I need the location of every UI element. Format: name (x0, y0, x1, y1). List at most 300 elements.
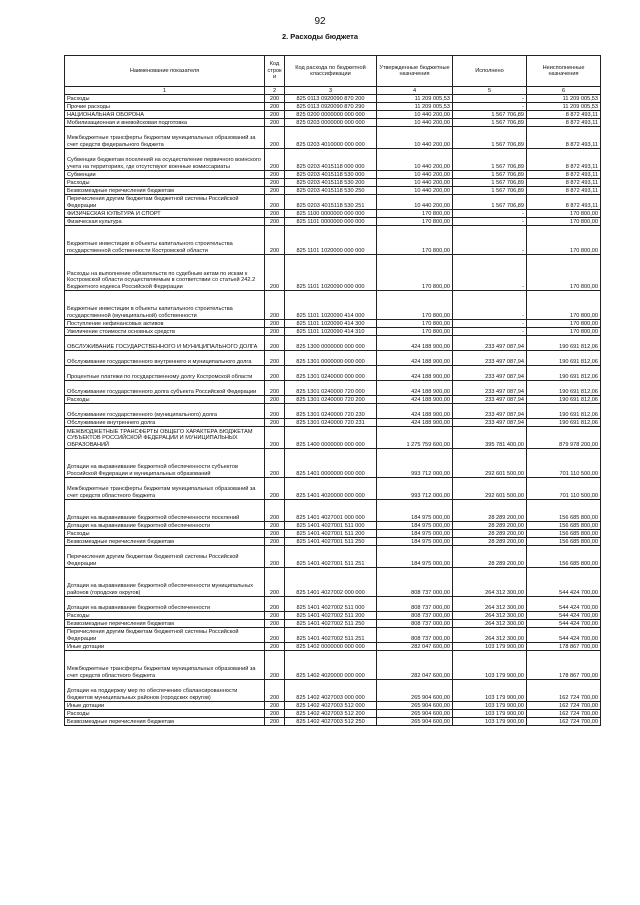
row-unexecuted-cell: 701 110 500,00 (527, 478, 601, 500)
table-row (65, 546, 601, 568)
row-classification-code-cell: 825 1401 4027002 511 200 (285, 612, 377, 620)
row-name-cell: Мобилизационная и вневойсковая подготовка (65, 119, 265, 127)
row-unexecuted-cell: 190 691 812,06 (527, 366, 601, 381)
row-approved-cell: 10 440 200,00 (377, 119, 453, 127)
table-row (65, 718, 601, 726)
row-classification-code-cell: 825 1401 4027001 000 000 (285, 500, 377, 522)
row-executed-cell: 28 289 200,00 (453, 522, 527, 530)
row-executed-cell: - (453, 320, 527, 328)
row-unexecuted-cell: 156 685 800,00 (527, 500, 601, 522)
row-classification-code-cell: 825 1101 1020090 414 300 (285, 320, 377, 328)
row-executed-cell: 233 497 087,94 (453, 419, 527, 427)
row-line-code-cell: 200 (265, 127, 285, 149)
row-executed-cell: - (453, 218, 527, 226)
row-executed-cell: 264 312 300,00 (453, 568, 527, 597)
row-unexecuted-cell: 156 685 800,00 (527, 522, 601, 530)
row-classification-code-cell: 825 0200 0000000 000 000 (285, 111, 377, 119)
row-name-cell: Физическая культура (65, 218, 265, 226)
table-row (65, 381, 601, 396)
row-name-cell: Дотации на выравнивание бюджетной обеспеченности муниципальных районов (городских округов) (65, 568, 265, 597)
row-line-code-cell: 200 (265, 255, 285, 291)
row-executed-cell: 103 179 900,00 (453, 651, 527, 680)
table-row (65, 628, 601, 643)
table-row (65, 396, 601, 404)
row-name-cell: Расходы (65, 530, 265, 538)
table-row (65, 171, 601, 179)
row-name-cell: Дотации на выравнивание бюджетной обеспеченности субъектов Российской Федерации и муниципальных образований (65, 449, 265, 478)
row-approved-cell: 10 440 200,00 (377, 171, 453, 179)
row-line-code-cell: 200 (265, 381, 285, 396)
column-number: 5 (453, 87, 527, 95)
row-name-cell: Перечисления другим бюджетам бюджетной системы Российской Федерации (65, 628, 265, 643)
row-approved-cell: 184 975 000,00 (377, 546, 453, 568)
row-approved-cell: 265 904 600,00 (377, 710, 453, 718)
table-row (65, 597, 601, 612)
row-line-code-cell: 200 (265, 226, 285, 255)
table-row (65, 651, 601, 680)
row-name-cell: Расходы (65, 710, 265, 718)
row-unexecuted-cell: 11 209 005,53 (527, 95, 601, 103)
row-classification-code-cell: 825 1301 0240000 000 000 (285, 366, 377, 381)
row-line-code-cell: 200 (265, 628, 285, 643)
row-approved-cell: 424 188 900,00 (377, 381, 453, 396)
row-approved-cell: 1 275 759 600,00 (377, 427, 453, 449)
row-approved-cell: 424 188 900,00 (377, 396, 453, 404)
row-approved-cell: 10 440 200,00 (377, 179, 453, 187)
row-classification-code-cell: 825 1301 0240000 720 200 (285, 396, 377, 404)
row-approved-cell: 11 209 005,53 (377, 95, 453, 103)
row-classification-code-cell: 825 0113 0920090 870 200 (285, 95, 377, 103)
row-name-cell: Дотации на выравнивание бюджетной обеспеченности (65, 522, 265, 530)
row-name-cell: Бюджетные инвестиции в объекты капитального строительства государственной собственности Костромской области (65, 226, 265, 255)
row-name-cell: Дотации на поддержку мер по обеспечению сбалансированности бюджетов муниципальных районов (городских округов) (65, 680, 265, 702)
row-classification-code-cell: 825 1402 4027003 000 000 (285, 680, 377, 702)
row-approved-cell: 184 975 000,00 (377, 538, 453, 546)
row-approved-cell: 424 188 900,00 (377, 366, 453, 381)
row-classification-code-cell: 825 1101 1020090 414 000 (285, 291, 377, 320)
row-classification-code-cell: 825 0113 0920090 870 290 (285, 103, 377, 111)
row-line-code-cell: 200 (265, 404, 285, 419)
table-row (65, 500, 601, 522)
row-executed-cell: - (453, 291, 527, 320)
row-classification-code-cell: 825 1401 4027001 511 251 (285, 546, 377, 568)
row-unexecuted-cell: 11 209 005,53 (527, 103, 601, 111)
table-row (65, 336, 601, 351)
row-unexecuted-cell: 178 867 700,00 (527, 643, 601, 651)
row-name-cell: Расходы (65, 95, 265, 103)
row-executed-cell: - (453, 328, 527, 336)
column-header-approved: Утвержденные бюджетные назначения (377, 56, 453, 87)
column-number: 1 (65, 87, 265, 95)
row-unexecuted-cell: 162 724 700,00 (527, 710, 601, 718)
row-name-cell: Безвозмездные перечисления бюджетам (65, 718, 265, 726)
table-row (65, 680, 601, 702)
row-line-code-cell: 200 (265, 396, 285, 404)
row-line-code-cell: 200 (265, 179, 285, 187)
row-name-cell: Перечисления другим бюджетам бюджетной системы Российской Федерации (65, 546, 265, 568)
row-name-cell: Дотации на выравнивание бюджетной обеспеченности (65, 597, 265, 612)
row-name-cell: Субвенции бюджетам поселений на осуществление первичного воинского учета на территориях, где отсутствуют военные комиссариаты (65, 149, 265, 171)
header-row (65, 56, 601, 87)
row-unexecuted-cell: 170 800,00 (527, 218, 601, 226)
row-approved-cell: 808 737 000,00 (377, 612, 453, 620)
row-executed-cell: 1 567 706,89 (453, 171, 527, 179)
row-classification-code-cell: 825 1101 0000000 000 000 (285, 218, 377, 226)
expenses-table (64, 55, 601, 726)
row-line-code-cell: 200 (265, 702, 285, 710)
row-line-code-cell: 200 (265, 291, 285, 320)
row-classification-code-cell: 825 1100 0000000 000 000 (285, 210, 377, 218)
row-approved-cell: 993 712 000,00 (377, 478, 453, 500)
row-approved-cell: 10 440 200,00 (377, 187, 453, 195)
row-name-cell: Обслуживание внутреннего долга (65, 419, 265, 427)
column-number: 4 (377, 87, 453, 95)
row-name-cell: Расходы (65, 179, 265, 187)
table-row (65, 643, 601, 651)
row-line-code-cell: 200 (265, 538, 285, 546)
row-executed-cell: 1 567 706,89 (453, 195, 527, 210)
row-unexecuted-cell: 170 800,00 (527, 320, 601, 328)
table-row (65, 702, 601, 710)
row-approved-cell: 11 209 005,53 (377, 103, 453, 111)
row-classification-code-cell: 825 1401 4027002 511 000 (285, 597, 377, 612)
row-approved-cell: 170 800,00 (377, 210, 453, 218)
row-executed-cell: - (453, 255, 527, 291)
row-executed-cell: - (453, 210, 527, 218)
row-unexecuted-cell: 879 978 200,00 (527, 427, 601, 449)
row-line-code-cell: 200 (265, 546, 285, 568)
row-line-code-cell: 200 (265, 328, 285, 336)
row-approved-cell: 424 188 900,00 (377, 351, 453, 366)
row-unexecuted-cell: 162 724 700,00 (527, 702, 601, 710)
table-row (65, 127, 601, 149)
table-row (65, 478, 601, 500)
row-line-code-cell: 200 (265, 419, 285, 427)
row-executed-cell: 28 289 200,00 (453, 538, 527, 546)
table-row (65, 195, 601, 210)
row-executed-cell: 264 312 300,00 (453, 612, 527, 620)
row-name-cell: Процентные платежи по государственному долгу Костромской области (65, 366, 265, 381)
row-approved-cell: 184 975 000,00 (377, 530, 453, 538)
row-unexecuted-cell: 190 691 812,06 (527, 351, 601, 366)
row-executed-cell: 233 497 087,94 (453, 381, 527, 396)
row-executed-cell: 1 567 706,89 (453, 111, 527, 119)
row-executed-cell: 264 312 300,00 (453, 597, 527, 612)
row-line-code-cell: 200 (265, 119, 285, 127)
table-row (65, 187, 601, 195)
row-approved-cell: 282 047 600,00 (377, 643, 453, 651)
row-approved-cell: 808 737 000,00 (377, 597, 453, 612)
row-executed-cell: 103 179 900,00 (453, 718, 527, 726)
row-executed-cell: 395 781 400,00 (453, 427, 527, 449)
row-approved-cell: 265 904 600,00 (377, 680, 453, 702)
row-executed-cell: 233 497 087,94 (453, 404, 527, 419)
row-classification-code-cell: 825 1300 0000000 000 000 (285, 336, 377, 351)
row-unexecuted-cell: 544 424 700,00 (527, 597, 601, 612)
row-approved-cell: 170 800,00 (377, 226, 453, 255)
table-row (65, 320, 601, 328)
row-classification-code-cell: 825 1400 0000000 000 000 (285, 427, 377, 449)
row-name-cell: Увеличение стоимости основных средств (65, 328, 265, 336)
row-classification-code-cell: 825 0203 4015118 530 000 (285, 171, 377, 179)
column-number: 3 (285, 87, 377, 95)
row-approved-cell: 808 737 000,00 (377, 620, 453, 628)
row-unexecuted-cell: 190 691 812,06 (527, 419, 601, 427)
row-executed-cell: 1 567 706,89 (453, 179, 527, 187)
row-line-code-cell: 200 (265, 195, 285, 210)
row-unexecuted-cell: 544 424 700,00 (527, 612, 601, 620)
row-line-code-cell: 200 (265, 710, 285, 718)
table-row (65, 710, 601, 718)
row-approved-cell: 424 188 900,00 (377, 336, 453, 351)
row-executed-cell: 28 289 200,00 (453, 500, 527, 522)
row-classification-code-cell: 825 0203 4015118 530 200 (285, 179, 377, 187)
row-unexecuted-cell: 156 685 800,00 (527, 546, 601, 568)
row-unexecuted-cell: 190 691 812,06 (527, 404, 601, 419)
page-number: 92 (314, 16, 326, 27)
row-unexecuted-cell: 162 724 700,00 (527, 718, 601, 726)
row-line-code-cell: 200 (265, 171, 285, 179)
table-row (65, 218, 601, 226)
row-executed-cell: 292 601 500,00 (453, 449, 527, 478)
row-classification-code-cell: 825 1402 0000000 000 000 (285, 643, 377, 651)
row-name-cell: Обслуживание государственного (муниципального) долга (65, 404, 265, 419)
row-unexecuted-cell: 156 685 800,00 (527, 530, 601, 538)
row-classification-code-cell: 825 0203 4015118 530 251 (285, 195, 377, 210)
row-approved-cell: 808 737 000,00 (377, 568, 453, 597)
row-line-code-cell: 200 (265, 149, 285, 171)
table-row (65, 427, 601, 449)
row-unexecuted-cell: 170 800,00 (527, 226, 601, 255)
row-unexecuted-cell: 8 872 493,11 (527, 149, 601, 171)
row-line-code-cell: 200 (265, 620, 285, 628)
row-classification-code-cell: 825 1401 4027002 511 250 (285, 620, 377, 628)
table-row (65, 530, 601, 538)
row-line-code-cell: 200 (265, 651, 285, 680)
row-line-code-cell: 200 (265, 449, 285, 478)
table-row (65, 419, 601, 427)
row-unexecuted-cell: 190 691 812,06 (527, 336, 601, 351)
row-unexecuted-cell: 170 800,00 (527, 210, 601, 218)
row-approved-cell: 424 188 900,00 (377, 419, 453, 427)
row-classification-code-cell: 825 0203 4015118 000 000 (285, 149, 377, 171)
row-name-cell: МЕЖБЮДЖЕТНЫЕ ТРАНСФЕРТЫ ОБЩЕГО ХАРАКТЕРА БЮДЖЕТАМ СУБЪЕКТОВ РОССИЙСКОЙ ФЕДЕРАЦИИ И МУНИЦИПАЛЬНЫХ ОБРАЗОВАНИЙ (65, 427, 265, 449)
row-line-code-cell: 200 (265, 643, 285, 651)
row-unexecuted-cell: 170 800,00 (527, 255, 601, 291)
table-row (65, 328, 601, 336)
row-classification-code-cell: 825 1402 4027003 512 250 (285, 718, 377, 726)
row-name-cell: Иные дотации (65, 643, 265, 651)
row-name-cell: Межбюджетные трансферты бюджетам муниципальных образований за счет средств областного бюджета (65, 478, 265, 500)
table-body (65, 95, 601, 726)
row-classification-code-cell: 825 1101 1020090 414 310 (285, 328, 377, 336)
row-classification-code-cell: 825 1401 4027001 511 000 (285, 522, 377, 530)
row-name-cell: Поступление нефинансовых активов (65, 320, 265, 328)
table-row (65, 210, 601, 218)
row-approved-cell: 10 440 200,00 (377, 149, 453, 171)
row-line-code-cell: 200 (265, 187, 285, 195)
row-unexecuted-cell: 8 872 493,11 (527, 127, 601, 149)
row-executed-cell: 103 179 900,00 (453, 702, 527, 710)
row-unexecuted-cell: 8 872 493,11 (527, 195, 601, 210)
row-name-cell: Безвозмездные перечисления бюджетам (65, 620, 265, 628)
row-executed-cell: 1 567 706,89 (453, 119, 527, 127)
row-executed-cell: 233 497 087,94 (453, 366, 527, 381)
row-classification-code-cell: 825 1402 4020000 000 000 (285, 651, 377, 680)
column-header-name: Наименование показателя (65, 56, 265, 87)
row-name-cell: Расходы (65, 612, 265, 620)
table-row (65, 404, 601, 419)
row-classification-code-cell: 825 1101 1020000 000 000 (285, 226, 377, 255)
row-name-cell: ФИЗИЧЕСКАЯ КУЛЬТУРА И СПОРТ (65, 210, 265, 218)
table-row (65, 351, 601, 366)
row-classification-code-cell: 825 1301 0000000 000 000 (285, 351, 377, 366)
row-name-cell: Расходы на выполнение обязательств по судебным актам по искам к Костромской области осуществляемым в соответствии со статьей 242.2 Бюджетного кодекса Российской Федерации (65, 255, 265, 291)
row-unexecuted-cell: 544 424 700,00 (527, 620, 601, 628)
row-name-cell: Расходы (65, 396, 265, 404)
row-classification-code-cell: 825 1101 1020090 000 000 (285, 255, 377, 291)
row-line-code-cell: 200 (265, 95, 285, 103)
row-line-code-cell: 200 (265, 530, 285, 538)
row-unexecuted-cell: 162 724 700,00 (527, 680, 601, 702)
row-name-cell: Межбюджетные трансферты бюджетам муниципальных образований за счет средств федерального бюджета (65, 127, 265, 149)
row-classification-code-cell: 825 1401 4020000 000 000 (285, 478, 377, 500)
row-unexecuted-cell: 190 691 812,06 (527, 381, 601, 396)
row-classification-code-cell: 825 0203 4015118 530 250 (285, 187, 377, 195)
row-unexecuted-cell: 544 424 700,00 (527, 568, 601, 597)
row-executed-cell: 28 289 200,00 (453, 546, 527, 568)
row-executed-cell: 292 601 500,00 (453, 478, 527, 500)
table-row (65, 612, 601, 620)
row-line-code-cell: 200 (265, 111, 285, 119)
row-name-cell: Обслуживание государственного долга субъекта Российской Федерации (65, 381, 265, 396)
table-row (65, 522, 601, 530)
row-executed-cell: - (453, 226, 527, 255)
row-unexecuted-cell: 8 872 493,11 (527, 187, 601, 195)
column-number-row (65, 87, 601, 95)
row-executed-cell: 103 179 900,00 (453, 643, 527, 651)
row-line-code-cell: 200 (265, 427, 285, 449)
table-row (65, 149, 601, 171)
row-approved-cell: 265 904 600,00 (377, 702, 453, 710)
row-approved-cell: 170 800,00 (377, 328, 453, 336)
row-name-cell: ОБСЛУЖИВАНИЕ ГОСУДАРСТВЕННОГО И МУНИЦИПАЛЬНОГО ДОЛГА (65, 336, 265, 351)
row-line-code-cell: 200 (265, 500, 285, 522)
row-classification-code-cell: 825 0203 4010000 000 000 (285, 127, 377, 149)
row-unexecuted-cell: 8 872 493,11 (527, 119, 601, 127)
row-name-cell: Субвенции (65, 171, 265, 179)
row-classification-code-cell: 825 1401 4027001 511 250 (285, 538, 377, 546)
table-row (65, 538, 601, 546)
row-line-code-cell: 200 (265, 718, 285, 726)
row-name-cell: Перечисления другим бюджетам бюджетной системы Российской Федерации (65, 195, 265, 210)
row-approved-cell: 170 800,00 (377, 218, 453, 226)
row-approved-cell: 10 440 200,00 (377, 111, 453, 119)
column-number: 6 (527, 87, 601, 95)
column-header-unexecuted: Неисполненные назначения (527, 56, 601, 87)
table-row (65, 179, 601, 187)
row-executed-cell: 264 312 300,00 (453, 620, 527, 628)
row-unexecuted-cell: 544 424 700,00 (527, 628, 601, 643)
row-unexecuted-cell: 170 800,00 (527, 291, 601, 320)
row-line-code-cell: 200 (265, 336, 285, 351)
row-executed-cell: 233 497 087,94 (453, 351, 527, 366)
row-line-code-cell: 200 (265, 478, 285, 500)
row-unexecuted-cell: 178 867 700,00 (527, 651, 601, 680)
row-line-code-cell: 200 (265, 218, 285, 226)
column-header-line-code: Код строк и (265, 56, 285, 87)
row-name-cell: Безвозмездные перечисления бюджетам (65, 187, 265, 195)
row-classification-code-cell: 825 1401 4027002 511 251 (285, 628, 377, 643)
row-classification-code-cell: 825 1301 0240000 720 000 (285, 381, 377, 396)
row-approved-cell: 184 975 000,00 (377, 500, 453, 522)
column-number: 2 (265, 87, 285, 95)
row-approved-cell: 265 904 600,00 (377, 718, 453, 726)
row-approved-cell: 424 188 900,00 (377, 404, 453, 419)
row-approved-cell: 10 440 200,00 (377, 127, 453, 149)
row-classification-code-cell: 825 1301 0240000 720 231 (285, 419, 377, 427)
row-name-cell: Безвозмездные перечисления бюджетам (65, 538, 265, 546)
row-unexecuted-cell: 170 800,00 (527, 328, 601, 336)
row-line-code-cell: 200 (265, 522, 285, 530)
row-name-cell: Бюджетные инвестиции в объекты капитального строительства государственной (муниципальной) собственности (65, 291, 265, 320)
row-executed-cell: - (453, 95, 527, 103)
table-row (65, 103, 601, 111)
row-line-code-cell: 200 (265, 210, 285, 218)
row-executed-cell: 1 567 706,89 (453, 149, 527, 171)
row-approved-cell: 184 975 000,00 (377, 522, 453, 530)
table-row (65, 119, 601, 127)
table-row (65, 568, 601, 597)
row-executed-cell: 103 179 900,00 (453, 680, 527, 702)
row-unexecuted-cell: 8 872 493,11 (527, 171, 601, 179)
row-classification-code-cell: 825 1401 4027002 000 000 (285, 568, 377, 597)
row-unexecuted-cell: 156 685 800,00 (527, 538, 601, 546)
row-line-code-cell: 200 (265, 320, 285, 328)
table-row (65, 620, 601, 628)
row-classification-code-cell: 825 1401 4027001 511 200 (285, 530, 377, 538)
row-executed-cell: 28 289 200,00 (453, 530, 527, 538)
row-unexecuted-cell: 8 872 493,11 (527, 111, 601, 119)
row-name-cell: НАЦИОНАЛЬНАЯ ОБОРОНА (65, 111, 265, 119)
row-classification-code-cell: 825 0203 0000000 000 000 (285, 119, 377, 127)
row-unexecuted-cell: 701 110 500,00 (527, 449, 601, 478)
row-approved-cell: 170 800,00 (377, 291, 453, 320)
row-approved-cell: 993 712 000,00 (377, 449, 453, 478)
row-executed-cell: - (453, 103, 527, 111)
table-row (65, 111, 601, 119)
table-row (65, 366, 601, 381)
row-approved-cell: 282 047 600,00 (377, 651, 453, 680)
row-approved-cell: 170 800,00 (377, 320, 453, 328)
row-line-code-cell: 200 (265, 568, 285, 597)
row-line-code-cell: 200 (265, 612, 285, 620)
row-line-code-cell: 200 (265, 597, 285, 612)
row-approved-cell: 170 800,00 (377, 255, 453, 291)
row-classification-code-cell: 825 1401 0000000 000 000 (285, 449, 377, 478)
row-executed-cell: 1 567 706,89 (453, 127, 527, 149)
row-line-code-cell: 200 (265, 680, 285, 702)
row-name-cell: Межбюджетные трансферты бюджетам муниципальных образований за счет средств областного бюджета (65, 651, 265, 680)
row-unexecuted-cell: 8 872 493,11 (527, 179, 601, 187)
row-name-cell: Прочие расходы (65, 103, 265, 111)
row-executed-cell: 233 497 087,94 (453, 336, 527, 351)
row-classification-code-cell: 825 1402 4027003 512 000 (285, 702, 377, 710)
row-line-code-cell: 200 (265, 351, 285, 366)
row-unexecuted-cell: 190 691 812,06 (527, 396, 601, 404)
row-executed-cell: 103 179 900,00 (453, 710, 527, 718)
row-name-cell: Дотации на выравнивание бюджетной обеспеченности поселений (65, 500, 265, 522)
